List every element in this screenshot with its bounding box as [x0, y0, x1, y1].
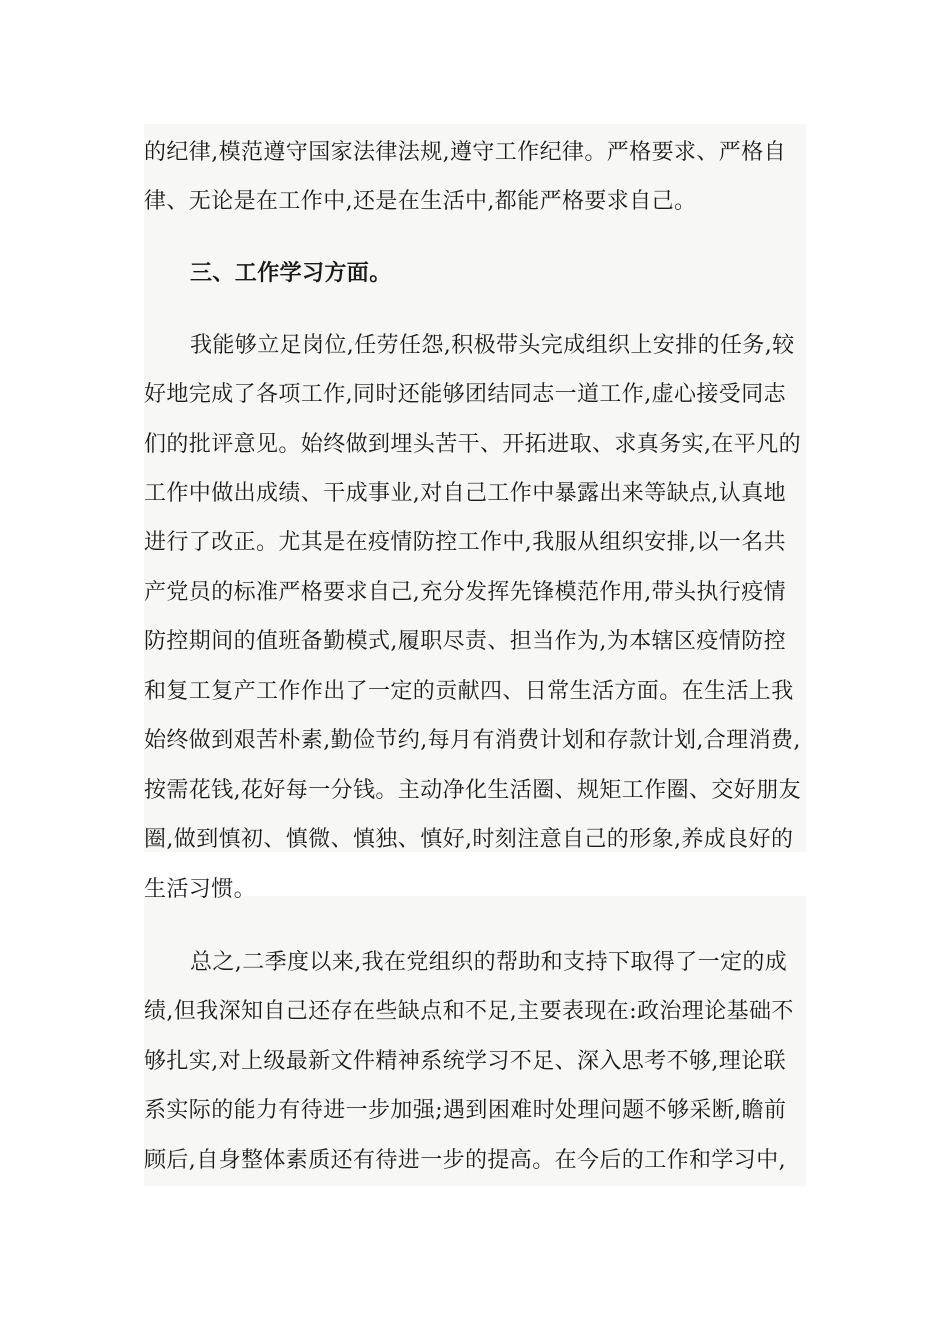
text-line: 好地完成了各项工作,同时还能够团结同志一道工作,虚心接受同志: [144, 382, 786, 407]
text-line: 们的批评意见。始终做到埋头苦干、开拓进取、求真务实,在平凡的: [144, 432, 801, 457]
text-line: 顾后,自身整体素质还有待进一步的提高。在今后的工作和学习中,: [144, 1148, 786, 1173]
text-line: 始终做到艰苦朴素,勤俭节约,每月有消费计划和存款计划,合理消费,: [144, 728, 801, 753]
text-line: 圈,做到慎初、慎微、慎独、慎好,时刻注意自己的形象,养成良好的: [144, 827, 794, 852]
text-line: 我能够立足岗位,任劳任怨,积极带头完成组织上安排的任务,较: [190, 333, 795, 358]
text-line: 工作中做出成绩、干成事业,对自己工作中暴露出来等缺点,认真地: [144, 481, 786, 506]
document-body: [144, 124, 806, 1186]
text-line: 生活习惯。: [144, 877, 257, 902]
text-line: 总之,二季度以来,我在党组织的帮助和支持下取得了一定的成: [190, 950, 788, 975]
text-line: 绩,但我深知自己还存在些缺点和不足,主要表现在:政治理论基础不: [144, 999, 794, 1024]
text-line: 防控期间的值班备勤模式,履职尽责、担当作为,为本辖区疫情防控: [144, 629, 786, 654]
text-line: 产党员的标准严格要求自己,充分发挥先锋模范作用,带头执行疫情: [144, 580, 786, 605]
text-line: 够扎实,对上级最新文件精神系统学习不足、深入思考不够,理论联: [144, 1049, 786, 1074]
text-line: 系实际的能力有待进一步加强;遇到困难时处理问题不够采断,瞻前: [144, 1098, 787, 1123]
text-line: 的纪律,模范遵守国家法律法规,遵守工作纪律。严格要求、严格自: [144, 140, 786, 165]
section-heading: 三、工作学习方面。: [190, 260, 392, 286]
text-line: 律、无论是在工作中,还是在生活中,都能严格要求自己。: [144, 189, 697, 214]
text-line: 按需花钱,花好每一分钱。主动净化生活圈、规矩工作圈、交好朋友: [144, 778, 801, 803]
text-line: 和复工复产工作作出了一定的贡献四、日常生活方面。在生活上我: [144, 679, 794, 704]
text-line: 进行了改正。尤其是在疫情防控工作中,我服从组织安排,以一名共: [144, 530, 786, 555]
